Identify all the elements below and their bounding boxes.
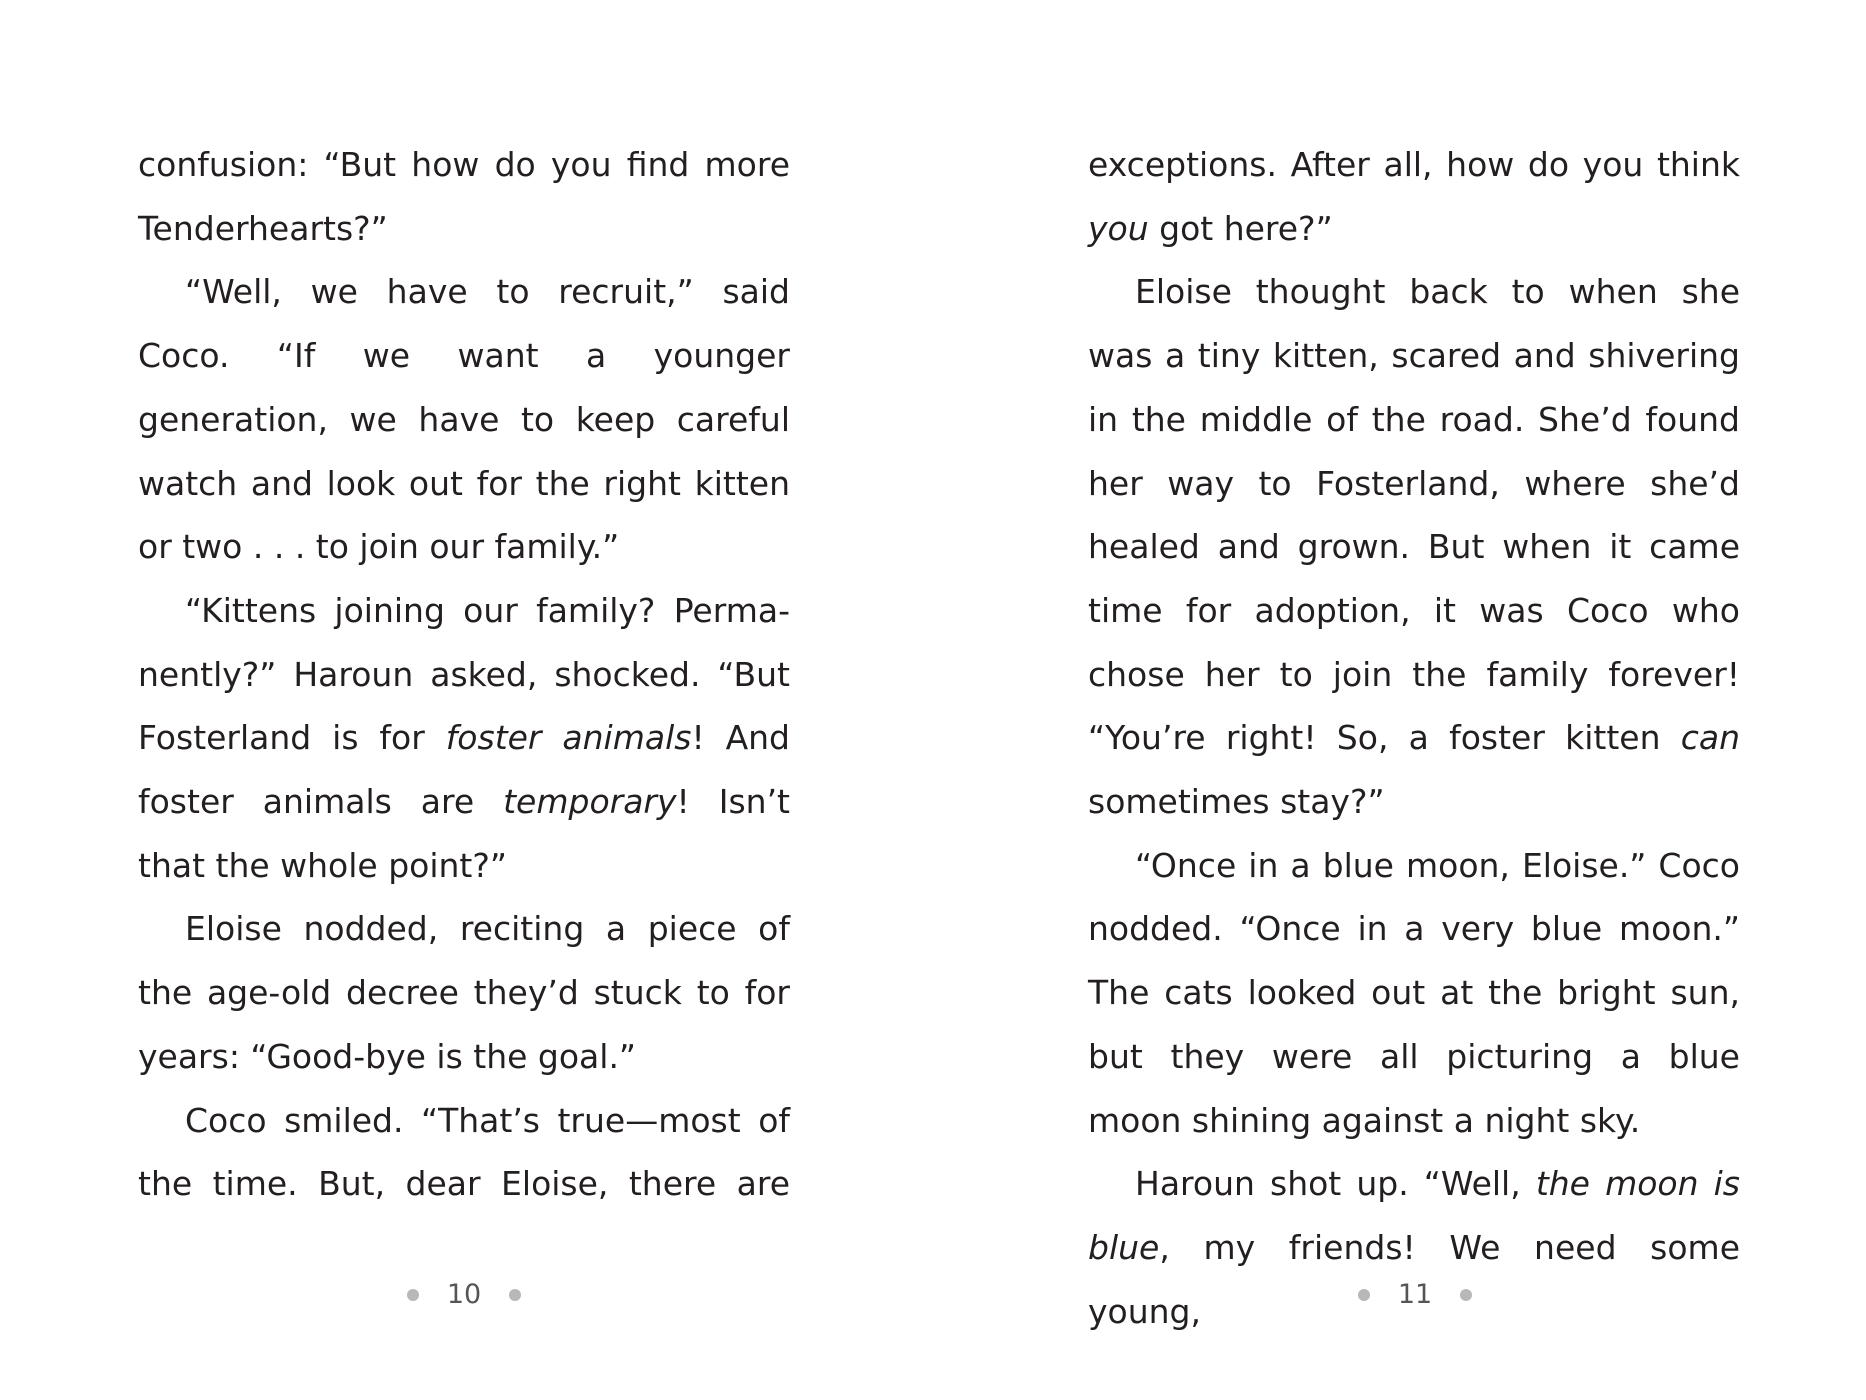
text-run: ! Isn’t that the whole point?” [138, 782, 790, 885]
folio-dot-icon [1358, 1289, 1370, 1301]
text-run: “Once in a blue moon, Eloise.” Coco nodded. “Once in a very blue moon.” The cats looked out at the bright sun, but they were all picturing a blue moon shining against a night sky. [1088, 845, 1740, 1140]
left-page-text [138, 133, 790, 1216]
text-run: sometimes stay?” [1088, 782, 1385, 822]
paragraph [138, 1089, 790, 1216]
left-page-folio [394, 1275, 534, 1315]
paragraph [138, 133, 790, 260]
text-run: “Well, we have to recruit,” said Coco. “If we want a younger generation, we have to keep careful watch and look out for the right kitten or two . . . to join our family.” [138, 272, 790, 567]
right-page-folio [1345, 1275, 1485, 1315]
text-run: got here?” [1148, 208, 1333, 248]
italic-text: you [1088, 208, 1149, 248]
paragraph [138, 260, 790, 579]
text-run: Haroun shot up. “Well, [1135, 1164, 1536, 1204]
paragraph [138, 897, 790, 1088]
paragraph [1088, 260, 1740, 833]
italic-text: foster animals [445, 718, 692, 758]
page-number-right: 11 [1397, 1279, 1433, 1310]
paragraph [1088, 133, 1740, 260]
italic-text: the moon is blue [1088, 1164, 1740, 1267]
text-run: Eloise thought back to when she was a tiny kitten, scared and shivering in the middle of the road. She’d found her way to Fosterland, where she’d healed and grown. But when it came time for adoption, it was Coco who chose her to join the family forever! “You’re right! So, a foster kitten [1088, 272, 1740, 758]
text-run: “Kittens joining our family? Permanently?” Haroun asked, shocked. “But Fosterland is for [138, 590, 790, 758]
folio-dot-icon [407, 1289, 419, 1301]
paragraph [138, 579, 790, 898]
italic-text: temporary [503, 782, 677, 822]
italic-text: can [1680, 718, 1740, 758]
page-number-left: 10 [446, 1279, 482, 1310]
right-page-text [1088, 133, 1740, 1343]
paragraph [1088, 834, 1740, 1153]
text-run: Eloise nodded, reciting a piece of the age-old decree they’d stuck to for years: “Good-bye is the goal.” [138, 909, 790, 1076]
folio-dot-icon [1460, 1289, 1472, 1301]
text-run: , my friends! We need some young, [1088, 1227, 1740, 1331]
folio-dot-icon [509, 1289, 521, 1301]
text-run: ! And foster animals are [138, 718, 790, 822]
text-run: exceptions. After all, how do you think [1088, 145, 1740, 184]
text-run: Coco smiled. “That’s true—most of the time. But, dear Eloise, there are [138, 1100, 790, 1204]
text-run: confusion: “But how do you find more Tenderhearts?” [138, 145, 790, 248]
